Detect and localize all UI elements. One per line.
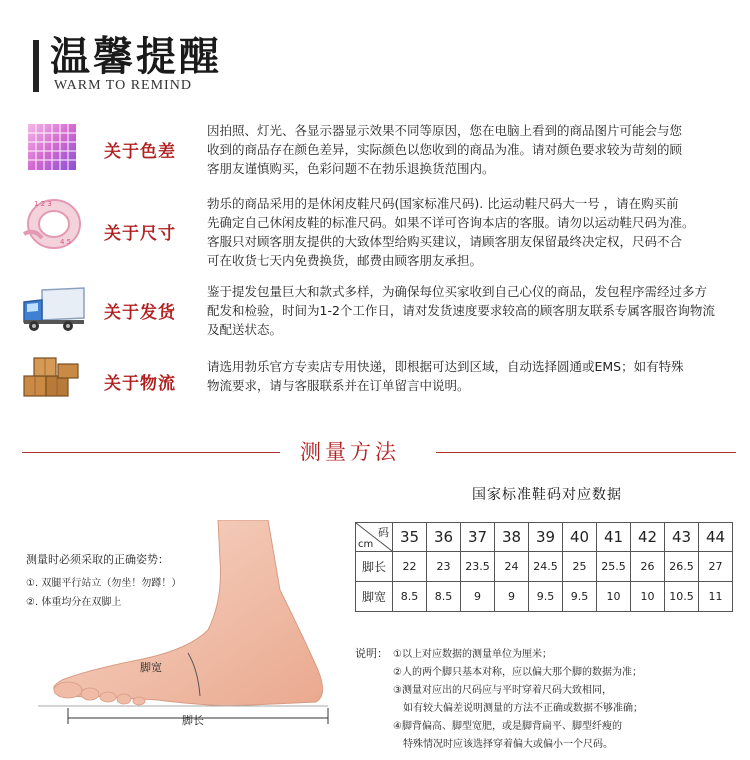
table-cell: 26 (631, 552, 665, 582)
notice-label-shipping: 关于发货 (104, 303, 176, 323)
measuring-tape-icon (20, 194, 84, 252)
table-cell-size: 39 (529, 523, 563, 552)
table-corner-cell: 码 cm (356, 523, 393, 552)
table-cell-size: 36 (427, 523, 461, 552)
header-accent-bar (33, 40, 39, 92)
table-row-foot-length (356, 552, 733, 582)
table-cell: 11 (699, 582, 733, 612)
svg-text:1 2 3: 1 2 3 (34, 200, 52, 208)
notice-text-shipping: 鉴于提发包量巨大和款式多样，为确保每位买家收到自己心仪的商品，发包程序需经过多方 配发和检验，时间为1-2个工作日，请对发货速度要求较高的顾客朋友联系专属客服咨询物流 及配送状态。 (207, 284, 715, 337)
notice-text-logistics: 请选用勃乐官方专卖店专用快递，即根据可达到区域，自动选择圆通或EMS；如有特殊 物流要求，请与客服联系并在订单留言中说明。 (207, 359, 684, 393)
cardboard-boxes-icon (20, 350, 84, 400)
table-cell-size: 42 (631, 523, 665, 552)
table-cell: 10.5 (665, 582, 699, 612)
notice-label-size: 关于尺寸 (104, 224, 176, 244)
table-cell: 9.5 (529, 582, 563, 612)
table-cell-size: 38 (495, 523, 529, 552)
table-cell-size: 41 (597, 523, 631, 552)
table-cell-size: 44 (699, 523, 733, 552)
note-line: ②人的两个脚只基本对称，应以偏大那个脚的数据为准； (393, 667, 642, 678)
notes-heading: 说明： (355, 647, 388, 660)
foot-instruction: ①. 双腿平行站立（勿坐！勿蹲！） (26, 578, 182, 589)
delivery-truck-icon (20, 284, 84, 334)
table-cell: 26.5 (665, 552, 699, 582)
svg-text:4 5: 4 5 (60, 238, 72, 246)
table-caption: 国家标准鞋码对应数据 (472, 487, 622, 503)
table-cell-size: 35 (393, 523, 427, 552)
foot-instruction: ②. 体重均分在双脚上 (26, 597, 122, 608)
table-cell-size: 43 (665, 523, 699, 552)
table-cell: 9.5 (563, 582, 597, 612)
foot-instructions-title: 测量时必须采取的正确姿势： (26, 553, 169, 566)
note-line: ③测量对应出的尺码应与平时穿着尺码大致相同， (393, 685, 612, 696)
foot-length-label: 脚长 (182, 714, 204, 727)
table-cell: 24.5 (529, 552, 563, 582)
divider-left (22, 452, 280, 453)
notice-label-logistics: 关于物流 (104, 374, 176, 394)
table-cell-size: 37 (461, 523, 495, 552)
table-row-label: 脚宽 (356, 582, 393, 612)
section-title-measure: 测量方法 (300, 440, 400, 464)
table-cell: 23 (427, 552, 461, 582)
table-cell: 25.5 (597, 552, 631, 582)
notice-text-size: 勃乐的商品采用的是休闲皮鞋尺码(国家标准尺码). 比运动鞋尺码大一号 ，请在购买前 先确定自己休闲皮鞋的标准尺码。如果不详可咨询本店的客服。请勿以运动鞋尺码为准。 客服只对顾客朋友提供的大致体型给购买建议，请顾客朋友保留最终决定权，尺码不合 可在收货七天内免费换货，邮费由顾客朋友承担。 (207, 196, 695, 268)
notice-label-color: 关于色差 (104, 142, 176, 162)
table-cell: 8.5 (427, 582, 461, 612)
note-line: 特殊情况时应该选择穿着偏大或偏小一个尺码。 (403, 739, 613, 750)
page-subtitle: WARM TO REMIND (54, 78, 192, 93)
table-cell: 9 (495, 582, 529, 612)
table-cell: 24 (495, 552, 529, 582)
table-cell: 22 (393, 552, 427, 582)
notice-text-color: 因拍照、灯光、各显示器显示效果不同等原因，您在电脑上看到的商品图片可能会与您 收到的商品存在颜色差异，实际颜色以您收到的商品为准。请对颜色要求较为苛刻的顾 客朋友谨慎购买，色彩问题不在勃乐退换货范围内。 (207, 123, 683, 176)
table-cell: 8.5 (393, 582, 427, 612)
note-line: 如有较大偏差说明测量的方法不正确或数据不够准确； (403, 703, 643, 714)
table-cell: 27 (699, 552, 733, 582)
table-cell: 9 (461, 582, 495, 612)
table-row-label: 脚长 (356, 552, 393, 582)
table-row-foot-width (356, 582, 733, 612)
color-swatch-icon (20, 122, 84, 172)
table-cell: 10 (597, 582, 631, 612)
divider-right (436, 452, 736, 453)
note-line: ④脚背偏高、脚型宽肥，或是脚背扁平、脚型纤瘦的 (393, 721, 622, 732)
table-cell: 25 (563, 552, 597, 582)
size-table (355, 522, 733, 612)
table-row-sizes (356, 523, 733, 552)
foot-width-label: 脚宽 (140, 661, 162, 674)
table-cell-size: 40 (563, 523, 597, 552)
page-title: 温馨提醒 (50, 34, 222, 80)
note-line: ①以上对应数据的测量单位为厘米； (393, 649, 552, 660)
table-cell: 23.5 (461, 552, 495, 582)
table-cell: 10 (631, 582, 665, 612)
